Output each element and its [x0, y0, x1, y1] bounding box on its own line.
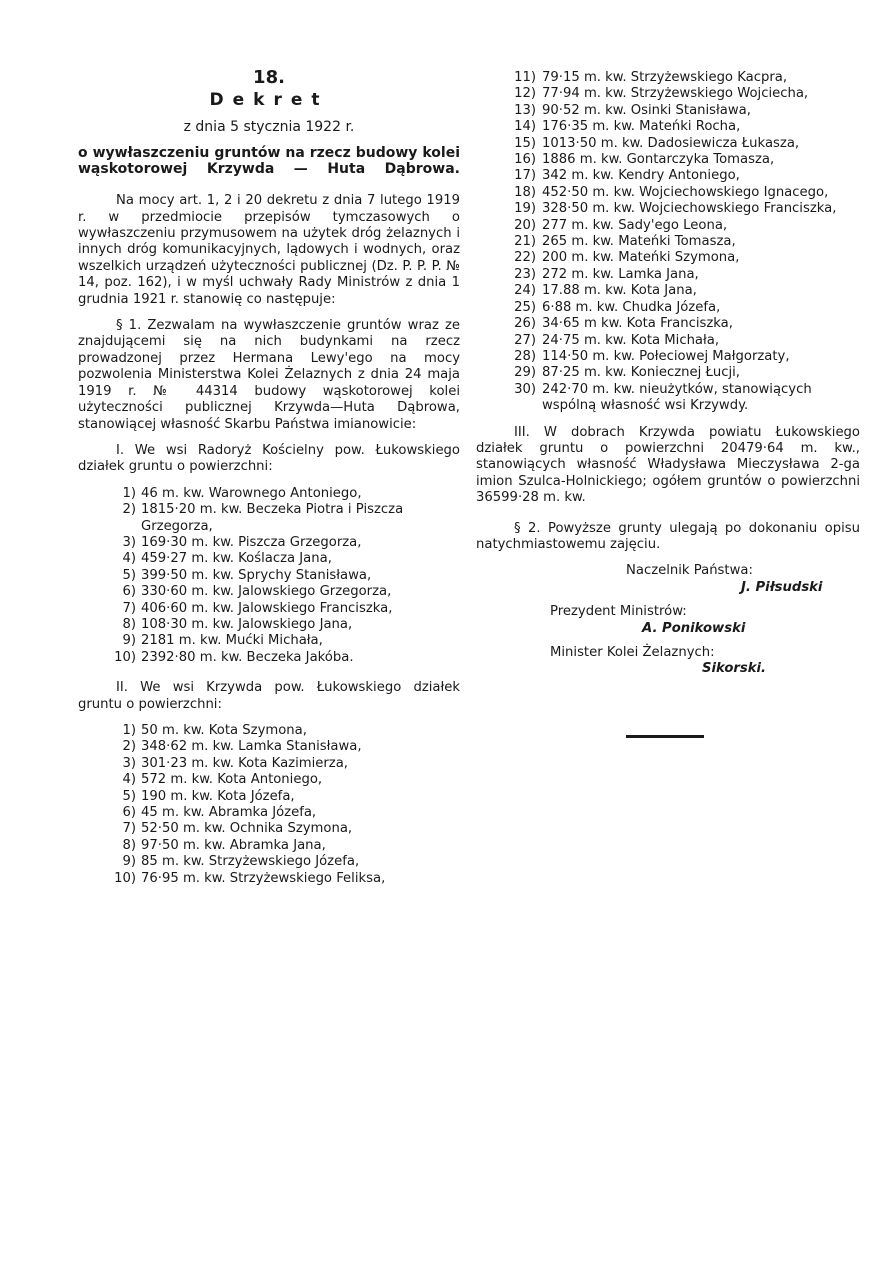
list-item: 5) 190 m. kw. Kota Józefa,	[122, 788, 295, 804]
list-item: 27) 24·75 m. kw. Kota Michała,	[514, 332, 720, 348]
pm-role: Prezydent Ministrów:	[550, 604, 687, 620]
closing-rule	[626, 735, 704, 738]
chief-signature: J. Piłsudski	[741, 579, 823, 595]
list-item: 1) 46 m. kw. Warownego Antoniego,	[122, 485, 362, 501]
list-item: 23) 272 m. kw. Lamka Jana,	[514, 266, 699, 282]
decree-date: z dnia 5 stycznia 1922 r.	[183, 118, 355, 135]
list-item: 8) 108·30 m. kw. Jalowskiego Jana,	[122, 616, 353, 632]
decree-number: 18.	[253, 67, 285, 88]
list-item: 10) 2392·80 m. kw. Beczeka Jakóba.	[114, 649, 354, 665]
list-item: 20) 277 m. kw. Sady'ego Leona,	[514, 217, 728, 233]
list-item: 10) 76·95 m. kw. Strzyżewskiego Feliksa,	[114, 870, 386, 886]
group-i-list	[78, 486, 460, 666]
list-item: 30) 242·70 m. kw. nieużytków, stanowiących wspólną własność wsi Krzywdy.	[514, 381, 812, 414]
list-item: 2) 348·62 m. kw. Lamka Stanisława,	[122, 739, 362, 755]
list-item: 4) 572 m. kw. Kota Antoniego,	[122, 772, 323, 788]
list-item: 14) 176·35 m. kw. Mateńki Rocha,	[514, 119, 741, 135]
list-item: 19) 328·50 m. kw. Wojciechowskiego Franciszka,	[514, 201, 837, 217]
group-iii: III. W dobrach Krzywda powiatu Łukowskiego działek gruntu o powierzchni 20479·64 m. kw., stanowiących własność Władysława Mieczysława 2-ga imion Szulca-Holnickiego; ogółem gruntów o powierzchni 36599·28 m. kw.	[476, 424, 860, 506]
list-item: 25) 6·88 m. kw. Chudka Józefa,	[514, 299, 721, 315]
group-ii-list-part-1	[78, 723, 460, 887]
right-column	[476, 70, 860, 678]
list-item: 17) 342 m. kw. Kendry Antoniego,	[514, 168, 740, 184]
list-item: 4) 459·27 m. kw. Koślacza Jana,	[122, 551, 332, 567]
list-item: 2) 1815·20 m. kw. Beczeka Piotra i Piszcza Grzegorza,	[122, 502, 404, 534]
group-i-heading: I. We wsi Radoryż Kościelny pow. Łukowskiego działek gruntu o powierzchni:	[78, 442, 460, 475]
list-item: 13) 90·52 m. kw. Osinki Stanisława,	[514, 102, 751, 118]
decree-subject: o wywłaszczeniu gruntów na rzecz budowy kolei wąskotorowej Krzywda — Huta Dąbrowa.	[78, 145, 460, 178]
list-item: 3) 169·30 m. kw. Piszcza Grzegorza,	[122, 534, 362, 550]
left-column	[78, 67, 460, 901]
signatures	[476, 563, 860, 677]
rail-signature: Sikorski.	[702, 661, 767, 677]
preamble: Na mocy art. 1, 2 i 20 dekretu z dnia 7 lutego 1919 r. w przedmiocie przepisów tymczasowych o wywłaszczeniu przymusowem na użytek dróg żelaznych i innych dróg komunikacyjnych, lądowych i wodnych, oraz wszelkich urządzeń użyteczności publicznej (Dz. P. P. P. № 14, poz. 162), i w myśl uchwały Rady Ministrów z dnia 1 grudnia 1921 r. stanowię co następuje:	[78, 193, 460, 307]
group-ii-list-part-2	[476, 70, 860, 415]
list-item: 8) 97·50 m. kw. Abramka Jana,	[122, 837, 326, 853]
list-item: 6) 45 m. kw. Abramka Józefa,	[122, 805, 317, 821]
list-item: 16) 1886 m. kw. Gontarczyka Tomasza,	[514, 152, 775, 168]
list-item: 9) 2181 m. kw. Mućki Michała,	[122, 633, 323, 649]
list-item: 29) 87·25 m. kw. Koniecznej Łucji,	[514, 365, 741, 381]
list-item: 7) 406·60 m. kw. Jalowskiego Franciszka,	[122, 600, 393, 616]
list-item: 12) 77·94 m. kw. Strzyżewskiego Wojciecha,	[514, 86, 809, 102]
list-item: 26) 34·65 m kw. Kota Franciszka,	[514, 316, 733, 332]
list-item: 7) 52·50 m. kw. Ochnika Szymona,	[122, 821, 353, 837]
pm-signature: A. Ponikowski	[642, 620, 746, 636]
list-item: 3) 301·23 m. kw. Kota Kazimierza,	[122, 755, 348, 771]
list-item: 1) 50 m. kw. Kota Szymona,	[122, 723, 307, 738]
group-ii-heading: II. We wsi Krzywda pow. Łukowskiego działek gruntu o powierzchni:	[78, 680, 460, 712]
list-item: 18) 452·50 m. kw. Wojciechowskiego Ignacego,	[514, 184, 829, 200]
list-item: 21) 265 m. kw. Mateńki Tomasza,	[514, 234, 736, 250]
list-item: 24) 17.88 m. kw. Kota Jana,	[514, 283, 697, 299]
list-item: 22) 200 m. kw. Mateńki Szymona,	[514, 250, 740, 266]
chief-role: Naczelnik Państwa:	[626, 563, 753, 579]
list-item: 9) 85 m. kw. Strzyżewskiego Józefa,	[122, 854, 360, 870]
decree-title: Dekret	[209, 90, 329, 111]
list-item: 6) 330·60 m. kw. Jalowskiego Grzegorza,	[122, 584, 392, 600]
section-2: § 2. Powyższe grunty ulegają po dokonaniu opisu natychmiastowemu zajęciu.	[476, 520, 860, 552]
list-item: 28) 114·50 m. kw. Połeciowej Małgorzaty,	[514, 348, 790, 364]
list-item: 11) 79·15 m. kw. Strzyżewskiego Kacpra,	[514, 70, 788, 85]
rail-role: Minister Kolei Żelaznych:	[550, 645, 715, 660]
list-item: 15) 1013·50 m. kw. Dadosiewicza Łukasza,	[514, 135, 800, 151]
section-1: § 1. Zezwalam na wywłaszczenie gruntów wraz ze znajdującemi się na nich budynkami na rzecz prowadzonej przez Hermana Lewy'ego na mocy pozwolenia Ministerstwa Kolei Żelaznych z dnia 24 maja 1919 r. № 44314 budowy wąskotorowej kolei użyteczności publicznej Krzywda—Huta Dąbrowa, stanowiącej własność Skarbu Państwa imianowicie:	[78, 318, 460, 432]
list-item: 5) 399·50 m. kw. Sprychy Stanisława,	[122, 567, 372, 583]
